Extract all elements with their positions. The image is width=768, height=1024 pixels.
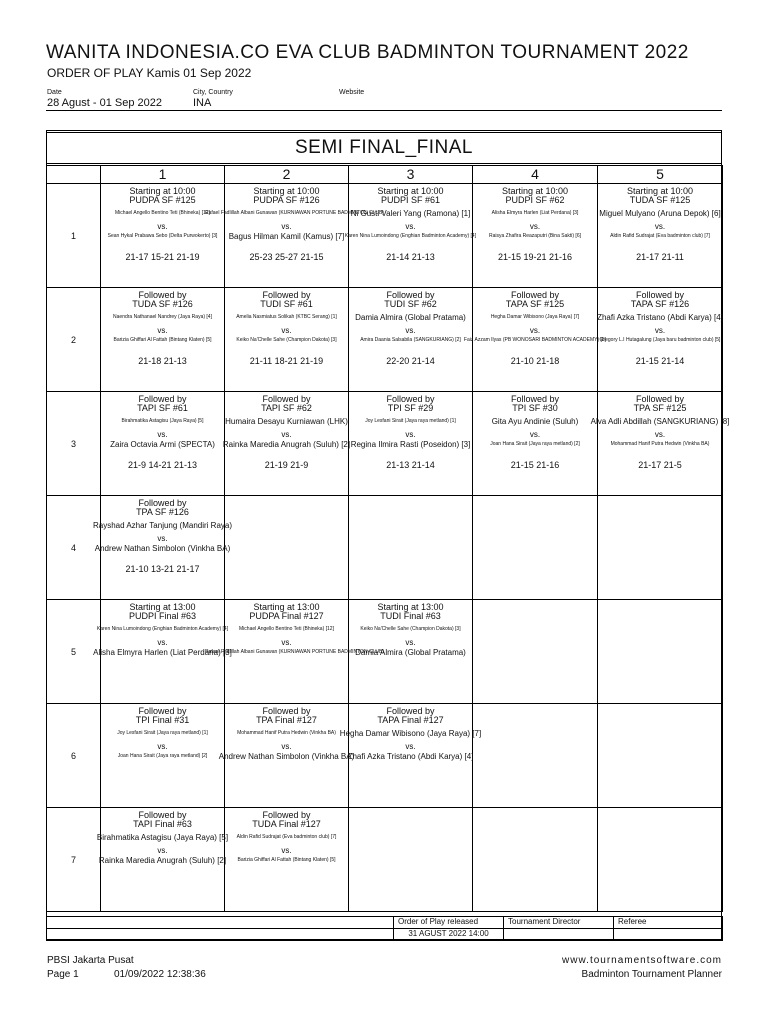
match-time: Followed by xyxy=(138,290,187,300)
player-two: Raisya Zhafira Reazaputri (Bina Sakti) [6] xyxy=(489,233,581,239)
match-score: 22-20 21-14 xyxy=(386,356,435,366)
versus-label: vs. xyxy=(281,638,292,647)
match-cell xyxy=(598,704,723,808)
schedule-row xyxy=(47,600,723,704)
match-code: TPI Final #31 xyxy=(135,715,190,725)
schedule-row xyxy=(47,184,723,288)
match-time: Followed by xyxy=(386,290,435,300)
versus-label: vs. xyxy=(281,222,292,231)
match-time: Followed by xyxy=(262,706,311,716)
player-two: Aldin Rafid Sudrajat (Eva badminton club) [7] xyxy=(610,233,710,239)
versus-label: vs. xyxy=(281,326,292,335)
corner-cell xyxy=(47,166,101,184)
round-banner: SEMI FINAL_FINAL xyxy=(46,132,722,164)
versus-label: vs. xyxy=(654,326,666,335)
match-time: Followed by xyxy=(138,394,187,404)
match-cell xyxy=(349,496,473,600)
match-cell xyxy=(590,392,730,496)
match-code: PUDPI SF #61 xyxy=(380,195,441,205)
referee-label: Referee xyxy=(614,917,723,929)
versus-label: vs. xyxy=(157,430,168,439)
match-code: TUDI Final #63 xyxy=(380,611,441,621)
city-label: City, Country xyxy=(193,89,233,96)
release-table xyxy=(46,916,723,941)
match-time: Followed by xyxy=(386,394,435,404)
player-one: Miguel Mulyano (Aruna Depok) [6] xyxy=(599,209,721,218)
match-cell xyxy=(598,600,723,704)
player-two: Rainka Maredia Anugrah (Suluh) [2] xyxy=(98,856,227,865)
match-cell xyxy=(473,704,598,808)
player-two: Regina Ilmira Rasti (Poseidon) [3] xyxy=(350,440,471,449)
website-label: Website xyxy=(339,89,365,96)
row-number: 5 xyxy=(47,600,101,704)
versus-label: vs. xyxy=(654,430,666,439)
player-one: Karen Nina Lumoindong (Enghian Badminton Academy) [4] xyxy=(96,626,229,632)
versus-label: vs. xyxy=(157,534,168,543)
match-code: TAPI SF #61 xyxy=(137,403,188,413)
match-time: Followed by xyxy=(386,706,435,716)
player-one: Rafael Fadlillah Albani Gunawan (KURNIAWAN PORTUNE BADMINTON CLUB) xyxy=(205,210,384,216)
versus-label: vs. xyxy=(405,430,416,439)
row-number: 4 xyxy=(47,496,101,600)
match-code: PUDPA SF #126 xyxy=(253,195,320,205)
match-time: Followed by xyxy=(138,706,187,716)
player-two: Rainka Maredia Anugrah (Suluh) [2] xyxy=(222,440,351,449)
match-cell xyxy=(598,808,723,912)
match-cell xyxy=(598,184,723,288)
match-time: Starting at 13:00 xyxy=(377,602,444,612)
player-two: Andrew Nathan Simbolon (Vinkha BA) xyxy=(218,752,355,761)
match-code: TPA SF #126 xyxy=(136,507,189,517)
row-number: 1 xyxy=(47,184,101,288)
release-datetime: 31 AGUST 2022 14:00 xyxy=(394,929,504,941)
match-cell xyxy=(225,808,349,912)
player-one: Ni Gusti Valeri Yang (Ramona) [1] xyxy=(350,209,471,218)
match-code: TPI SF #30 xyxy=(512,403,558,413)
schedule-row xyxy=(47,288,723,392)
match-time: Followed by xyxy=(262,290,311,300)
match-code: PUDPA Final #127 xyxy=(249,611,324,621)
versus-label: vs. xyxy=(281,846,292,855)
schedule-row xyxy=(47,808,723,912)
row-number: 7 xyxy=(47,808,101,912)
player-one: Michael Angello Bentino Teti (Bhineka) [12] xyxy=(239,626,334,632)
schedule-row xyxy=(47,704,723,808)
player-one: Keiko Na'Chelle Sahe (Champion Dakota) [3] xyxy=(360,626,461,632)
schedule-row xyxy=(47,392,723,496)
match-code: PUDPA SF #125 xyxy=(129,195,196,205)
player-two: Karen Nina Lumoindong (Enghian Badminton Academy) [4] xyxy=(344,233,477,239)
match-code: TPA SF #125 xyxy=(633,403,687,413)
versus-label: vs. xyxy=(405,638,416,647)
player-two: Keiko Na'Chelle Sahe (Champion Dakota) [3] xyxy=(236,337,337,343)
match-cell xyxy=(598,288,723,392)
player-one: Alva Adli Abdillah (SANGKURIANG) [8] xyxy=(590,417,730,426)
match-time: Starting at 10:00 xyxy=(253,186,320,196)
match-code: PUDPI Final #63 xyxy=(128,611,197,621)
match-score: 21-15 21-16 xyxy=(510,460,560,470)
court-header: 1 xyxy=(101,166,225,184)
match-time: Starting at 10:00 xyxy=(626,186,694,196)
director-sign xyxy=(504,929,614,941)
match-code: TUDA SF #126 xyxy=(132,299,193,309)
match-time: Followed by xyxy=(138,810,187,820)
match-score: 21-17 15-21 21-19 xyxy=(125,252,200,262)
match-code: TUDA SF #125 xyxy=(629,195,691,205)
match-time: Starting at 10:00 xyxy=(501,186,569,196)
match-code: TUDI SF #61 xyxy=(260,299,313,309)
match-score: 21-17 21-11 xyxy=(636,252,684,262)
versus-label: vs. xyxy=(157,222,168,231)
match-code: TAPI SF #62 xyxy=(261,403,312,413)
versus-label: vs. xyxy=(157,638,168,647)
footer-org: PBSI Jakarta Pusat xyxy=(47,955,134,966)
match-code: TAPA SF #125 xyxy=(505,299,565,309)
release-spacer xyxy=(47,917,394,929)
row-number: 6 xyxy=(47,704,101,808)
match-score: 21-15 19-21 21-16 xyxy=(497,252,573,262)
versus-label: vs. xyxy=(405,326,416,335)
player-one: Amelia Nasmiatus Solikah (KTBC Serang) [1] xyxy=(236,314,337,320)
match-time: Starting at 10:00 xyxy=(377,186,444,196)
versus-label: vs. xyxy=(654,222,666,231)
player-two: Andrew Nathan Simbolon (Vinkha BA) xyxy=(94,544,231,553)
match-time: Starting at 10:00 xyxy=(129,186,196,196)
court-header: 4 xyxy=(473,166,598,184)
player-two: Mohammad Hanif Putra Hedwin (Vinkha BA) xyxy=(610,441,710,447)
court-header: 2 xyxy=(225,166,349,184)
match-score: 21-19 21-9 xyxy=(264,460,309,470)
match-code: TAPA Final #127 xyxy=(377,715,444,725)
player-two: Barizia Ghiffari Al Fattah (Bintang Klaten) [5] xyxy=(237,857,336,863)
player-two: Joan Hana Sirait (Jaya raya metland) [2] xyxy=(490,441,580,447)
match-code: TAPI Final #63 xyxy=(133,819,192,829)
versus-label: vs. xyxy=(529,326,541,335)
match-cell xyxy=(473,808,598,912)
player-two: Joan Hana Sirait (Jaya raya metland) [2] xyxy=(117,753,208,759)
match-time: Followed by xyxy=(262,810,311,820)
match-score: 21-13 21-14 xyxy=(386,460,435,470)
player-two: Faiz Azzam Ilyas (PB WONOSARI BADMINTON ACADEMY) [5] xyxy=(463,337,607,343)
match-cell xyxy=(473,600,598,704)
match-time: Starting at 13:00 xyxy=(253,602,320,612)
versus-label: vs. xyxy=(157,742,168,751)
match-code: TPA Final #127 xyxy=(256,715,317,725)
player-one: Rayshad Azhar Tanjung (Mandiri Raya) xyxy=(92,521,233,530)
match-cell xyxy=(339,704,482,808)
match-score: 21-14 21-13 xyxy=(386,252,435,262)
player-two: Bagus Hilman Kamil (Kamus) [7] xyxy=(228,232,345,241)
player-one: Hegha Damar Wibisono (Jaya Raya) [7] xyxy=(490,314,580,320)
player-two: Alisha Elmyra Harlen (Liat Perdana) [3] xyxy=(93,648,232,657)
versus-label: vs. xyxy=(281,430,292,439)
city-value: INA xyxy=(193,97,212,109)
tournament-title: WANITA INDONESIA.CO EVA CLUB BADMINTON TOURNAMENT 2022 xyxy=(46,42,689,63)
player-one: Joy Lesfani Sirait (Jaya raya metland) [1] xyxy=(117,730,208,736)
player-one: Gita Ayu Andinie (Suluh) xyxy=(491,417,579,426)
player-one: Birahmatika Astagisu (Jaya Raya) [5] xyxy=(121,418,204,424)
versus-label: vs. xyxy=(529,430,541,439)
date-value: 28 Agust - 01 Sep 2022 xyxy=(47,97,162,109)
player-one: Aldin Rafid Sudrajat (Eva badminton club) [7] xyxy=(236,834,337,840)
match-time: Followed by xyxy=(635,394,685,404)
match-time: Followed by xyxy=(510,394,560,404)
player-two: Amira Daania Salsabila (SANGKURIANG) [2] xyxy=(360,337,461,343)
player-one: Hegha Damar Wibisono (Jaya Raya) [7] xyxy=(339,729,482,738)
versus-label: vs. xyxy=(157,846,168,855)
match-time: Followed by xyxy=(635,290,685,300)
match-score: 21-9 14-21 21-13 xyxy=(127,460,198,470)
match-code: PUDPI SF #62 xyxy=(505,195,565,205)
versus-label: vs. xyxy=(157,326,168,335)
player-one: Alisha Elmyra Harlen (Liat Perdana) [3] xyxy=(491,210,579,216)
director-label: Tournament Director xyxy=(504,917,614,929)
match-time: Starting at 13:00 xyxy=(129,602,196,612)
player-two: Rafael Fadlillah Albani Gunawan (KURNIAWAN PORTUNE BADMINTON CLUB) xyxy=(205,649,384,655)
player-one: Humaira Desayu Kurniawan (LHK) xyxy=(225,417,348,426)
release-spacer xyxy=(47,929,394,941)
match-cell xyxy=(473,496,598,600)
match-score: 21-17 21-5 xyxy=(638,460,682,470)
schedule-row xyxy=(47,496,723,600)
order-of-play-subtitle: ORDER OF PLAY Kamis 01 Sep 2022 xyxy=(47,66,252,80)
row-number: 3 xyxy=(47,392,101,496)
player-one: Michael Angello Bentino Teti (Bhineka) [12] xyxy=(115,210,210,216)
footer-product: Badminton Tournament Planner xyxy=(581,969,722,980)
header-divider xyxy=(46,110,722,111)
match-score: 25-23 25-27 21-15 xyxy=(249,252,324,262)
release-label: Order of Play released xyxy=(394,917,504,929)
match-time: Followed by xyxy=(262,394,311,404)
player-one: Naendra Nathanael Nandrey (Jaya Raya) [4] xyxy=(113,314,212,320)
player-two: Barizia Ghiffari Al Fattah (Bintang Klaten) [5] xyxy=(113,337,212,343)
versus-label: vs. xyxy=(529,222,541,231)
player-one: Mohammad Hanif Putra Hedwin (Vinkha BA) xyxy=(237,730,336,736)
match-score: 21-18 21-13 xyxy=(138,356,187,366)
player-two: Damia Almira (Global Pratama) xyxy=(355,648,466,657)
match-cell xyxy=(92,496,233,600)
match-score: 21-10 13-21 21-17 xyxy=(125,564,200,574)
match-code: TPI SF #29 xyxy=(387,403,434,413)
player-one: Birahmatika Astagisu (Jaya Raya) [5] xyxy=(96,833,229,842)
referee-sign xyxy=(614,929,723,941)
row-number: 2 xyxy=(47,288,101,392)
match-time: Followed by xyxy=(510,290,560,300)
versus-label: vs. xyxy=(405,742,416,751)
player-two: Zaira Octavia Armi (SPECTA) xyxy=(110,440,215,449)
player-one: Damia Almira (Global Pratama) xyxy=(355,313,466,322)
player-two: Gregory L.I Hutagalung (Jaya baru badminton club) [5] xyxy=(599,337,721,343)
match-score: 21-10 21-18 xyxy=(510,356,560,366)
match-score: 21-15 21-14 xyxy=(635,356,685,366)
court-header: 3 xyxy=(349,166,473,184)
match-score: 21-11 18-21 21-19 xyxy=(249,356,324,366)
match-cell xyxy=(598,496,723,600)
match-code: TUDI SF #62 xyxy=(384,299,437,309)
footer-website[interactable]: www.tournamentsoftware.com xyxy=(562,955,722,966)
versus-label: vs. xyxy=(405,222,416,231)
footer-printed: 01/09/2022 12:38:36 xyxy=(114,969,206,980)
match-time: Followed by xyxy=(138,498,187,508)
order-of-play-grid xyxy=(46,165,730,912)
match-cell xyxy=(349,600,473,704)
player-one: Joy Lesfani Sirait (Jaya raya metland) [1] xyxy=(365,418,456,424)
footer-page: Page 1 xyxy=(47,969,79,980)
date-label: Date xyxy=(47,89,62,96)
player-one: Zhafi Azka Tristano (Abdi Karya) [4] xyxy=(597,313,723,322)
match-cell xyxy=(349,808,473,912)
court-header: 5 xyxy=(598,166,723,184)
player-two: Sean Hykal Prabawa Sebo (Delta Purwokerto) [3] xyxy=(107,233,218,239)
match-code: TUDA Final #127 xyxy=(252,819,321,829)
player-two: Zhafi Azka Tristano (Abdi Karya) [4] xyxy=(347,752,474,761)
match-cell xyxy=(225,496,349,600)
versus-label: vs. xyxy=(281,742,292,751)
match-code: TAPA SF #126 xyxy=(630,299,690,309)
